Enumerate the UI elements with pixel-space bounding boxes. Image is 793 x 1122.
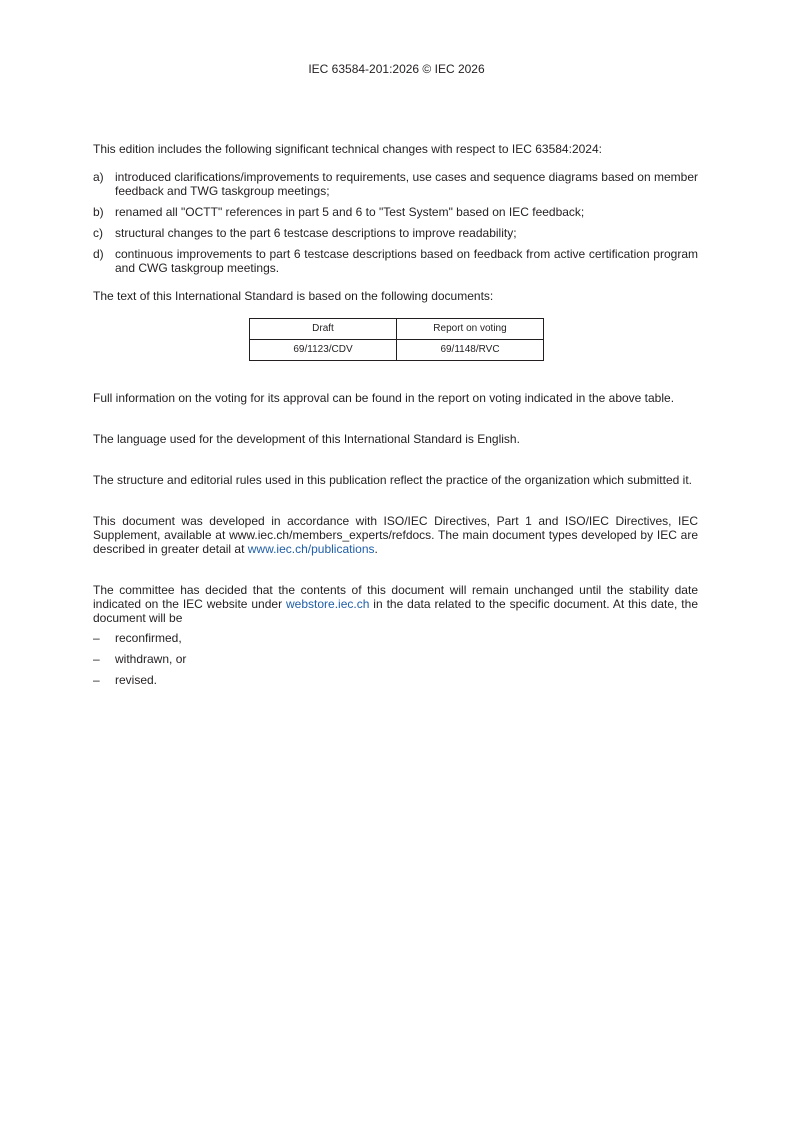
list-marker: b) [93, 205, 104, 219]
directives-statement [93, 514, 698, 556]
changes-intro: This edition includes the following significant technical changes with respect to IEC 63584:2024: [93, 142, 602, 156]
dash-marker: – [93, 631, 100, 645]
publications-link[interactable]: www.iec.ch/publications [247, 542, 375, 556]
table-row [250, 340, 544, 361]
list-item-text: revised. [115, 673, 158, 687]
documents-table [249, 318, 544, 361]
document-body [93, 142, 698, 694]
voting-info: Full information on the voting for its approval can be found in the report on voting indicated in the above table. [93, 391, 675, 405]
list-marker: d) [93, 247, 104, 261]
table-cell: 69/1148/RVC [397, 340, 544, 361]
list-item [93, 673, 698, 694]
table-cell: 69/1123/CDV [250, 340, 397, 361]
table-header-cell: Report on voting [397, 319, 544, 340]
dash-marker: – [93, 673, 100, 687]
stability-statement [93, 583, 698, 625]
list-marker: c) [93, 226, 103, 240]
outcomes-list [93, 631, 698, 694]
list-item [93, 226, 698, 240]
page-header: IEC 63584-201:2026 © IEC 2026 [308, 62, 485, 76]
basis-statement: The text of this International Standard is based on the following documents: [93, 289, 494, 303]
list-item [93, 631, 698, 652]
list-item-text: withdrawn, or [115, 652, 187, 666]
list-item [93, 247, 698, 275]
stability-text-before: The committee has decided that the contents of this document will remain unchanged until the stability date indicated on the IEC website under [93, 583, 698, 611]
changes-list [93, 170, 698, 275]
directives-text: This document was developed in accordance with ISO/IEC Directives, Part 1 and ISO/IEC Directives, IEC Supplement, available at www.iec.ch/members_experts/refdocs. The main document types developed by IEC are described in greater detail at [93, 514, 698, 556]
list-item [93, 205, 698, 219]
table-header-row [250, 319, 544, 340]
list-item-text: reconfirmed, [115, 631, 182, 645]
table-header-cell: Draft [250, 319, 397, 340]
language-statement: The language used for the development of this International Standard is English. [93, 432, 520, 446]
webstore-link[interactable]: webstore.iec.ch [286, 597, 370, 611]
list-item-text: introduced clarifications/improvements to requirements, use cases and sequence diagrams based on member feedback and TWG taskgroup meetings; [115, 170, 698, 198]
list-item [93, 170, 698, 198]
dash-marker: – [93, 652, 100, 666]
structure-statement: The structure and editorial rules used in this publication reflect the practice of the organization which submitted it. [93, 473, 692, 487]
list-item-text: renamed all "OCTT" references in part 5 and 6 to "Test System" based on IEC feedback; [115, 205, 585, 219]
stability-text-after: in the data related to the specific document. At this date, the document will be [93, 597, 698, 625]
list-item-text: continuous improvements to part 6 testcase descriptions based on feedback from active certification program and CWG taskgroup meetings. [115, 247, 698, 275]
directives-end: . [374, 542, 378, 556]
list-item [93, 652, 698, 673]
list-item-text: structural changes to the part 6 testcase descriptions to improve readability; [115, 226, 517, 240]
list-marker: a) [93, 170, 104, 184]
